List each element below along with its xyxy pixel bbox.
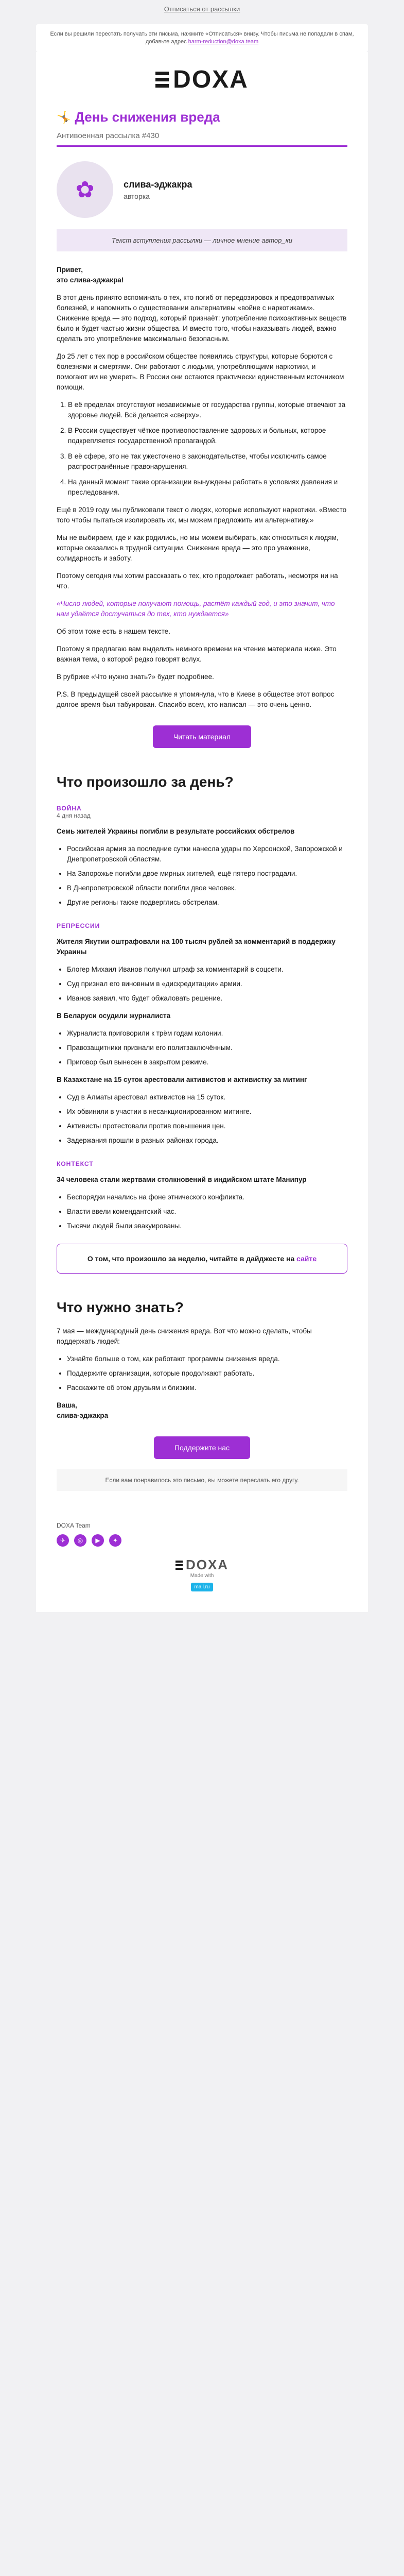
war-list <box>57 844 347 908</box>
intro-paragraph: В этот день принято вспоминать о тех, кто погиб от передозировок и предотвратимых болезней, и напомнить о существовании альтернативы «войне с наркотиками». Снижение вреда — это подход, который признаёт: употребление психоактивных веществ было и будет частью жизни общества. И вместо того, чтобы наказывать людей, важно сделать это употребление максимально безопасным. <box>57 294 347 343</box>
author-block <box>57 161 347 218</box>
footer <box>36 1512 368 1612</box>
forward-note: Если вам понравилось это письмо, вы можете переслать его другу. <box>57 1469 347 1491</box>
made-with-label: Made with <box>190 1573 214 1579</box>
list-item: • Власти ввели комендантский час. <box>67 1207 347 1217</box>
logo-bars-icon <box>155 72 169 88</box>
twitter-icon[interactable]: ✦ <box>109 1534 121 1547</box>
kz-headline: В Казахстане на 15 суток арестовали активистов и активистку за митинг <box>57 1076 307 1083</box>
instagram-icon[interactable]: ◎ <box>74 1534 86 1547</box>
greeting: Привет, это слива-эджакра! <box>57 266 124 284</box>
reasons-list <box>57 400 347 498</box>
footer-team: DOXA Team <box>57 1522 91 1529</box>
list-item: 2. В России существует чёткое противопоставление здоровых и больных, которое подкрепляется государственной пропагандой. <box>68 426 347 446</box>
page-title: День снижения вреда <box>75 109 220 125</box>
list-item: • В Днепропетровской области погибли двое человек. <box>67 883 347 893</box>
top-note <box>36 24 368 52</box>
list-item: • Суд признал его виновным в «дискредитации» армии. <box>67 979 347 989</box>
context-headline: 34 человека стали жертвами столкновений в индийском штате Манипур <box>57 1176 307 1183</box>
list-item: • Активисты протестовали против повышения цен. <box>67 1121 347 1131</box>
section-what-happened: Что произошло за день? <box>57 774 234 790</box>
unsubscribe-link[interactable]: Отписаться от рассылки <box>164 5 240 13</box>
digest-box: О том, что произошло за неделю, читайте в дайджесте на сайте <box>57 1244 347 1274</box>
top-email-link[interactable]: harm-reduction@doxa.team <box>188 39 259 45</box>
mid-paragraph: Мы не выбираем, где и как родились, но мы можем выбирать, как относиться к людям, которые оказались в трудной ситуации. Снижение вреда — это про уважение, солидарность и заботу. <box>57 534 339 562</box>
author-avatar: ✿ <box>57 161 113 218</box>
section-need-to-know: Что нужно знать? <box>57 1299 184 1315</box>
need-paragraph: 7 мая — международный день снижения вреда. Вот что можно сделать, чтобы поддержать людей: <box>57 1327 312 1345</box>
repression-list-2 <box>57 1028 347 1067</box>
top-note-text: Если вы решили перестать получать эти письма, нажмите «Отписаться» внизу. Чтобы письма не попадали в спам, добавьте адрес <box>50 31 354 45</box>
list-item: • Их обвинили в участии в несанкционированном митинге. <box>67 1107 347 1117</box>
list-item: • Тысячи людей были эвакуированы. <box>67 1221 347 1231</box>
main-card <box>36 52 368 1512</box>
list-item: 4. На данный момент такие организации вынуждены работать в условиях давления и преследования. <box>68 477 347 498</box>
list-item: • Блогер Михаил Иванов получил штраф за комментарий в соцсети. <box>67 964 347 975</box>
list-item: • Другие регионы также подверглись обстрелам. <box>67 897 347 908</box>
list-item: • Узнайте больше о том, как работают программы снижения вреда. <box>67 1354 347 1364</box>
ps-paragraph: P.S. В предыдущей своей рассылке я упомянула, что в Киеве в обществе этот вопрос долгое время был табуирован. Спасибо всем, кто написал — это очень ценно. <box>57 690 335 708</box>
list-item: • Задержания прошли в разных районах города. <box>67 1136 347 1146</box>
list-item: • Правозащитники признали его политзаключённым. <box>67 1043 347 1053</box>
repression-headline-2: В Беларуси осудили журналиста <box>57 1012 171 1020</box>
war-headline: Семь жителей Украины погибли в результате российских обстрелов <box>57 827 295 835</box>
list-item: • Расскажите об этом друзьям и близким. <box>67 1383 347 1393</box>
repression-label: РЕПРЕССИИ <box>57 922 100 929</box>
repression-headline: Жителя Якутии оштрафовали на 100 тысяч рублей за комментарий в поддержку Украины <box>57 938 336 956</box>
digest-site-link[interactable]: сайте <box>296 1255 317 1263</box>
war-label: ВОЙНА <box>57 805 82 812</box>
doxa-logo: DOXA <box>155 65 249 94</box>
list-item: • Поддержите организации, которые продолжают работать. <box>67 1368 347 1379</box>
repression-list <box>57 964 347 1004</box>
kz-list <box>57 1092 347 1146</box>
list-item: • Суд в Алматы арестовал активистов на 15 суток. <box>67 1092 347 1103</box>
list-item: • Иванов заявил, что будет обжаловать решение. <box>67 993 347 1004</box>
support-button[interactable]: Поддержите нас <box>154 1436 250 1459</box>
footer-logo: DOXA <box>57 1557 347 1573</box>
social-links <box>57 1534 347 1547</box>
list-item: 3. В её сфере, это не так ужесточено в законодательстве, чтобы исключить самое распространённые правонарушения. <box>68 451 347 472</box>
list-item: • Журналиста приговорили к трём годам колонии. <box>67 1028 347 1039</box>
war-date: 4 дня назад <box>57 812 91 819</box>
author-name: слива-эджакра <box>124 179 192 190</box>
mailru-badge[interactable]: mail.ru <box>191 1583 213 1591</box>
logo-bars-icon <box>175 1561 183 1570</box>
signoff: Ваша, слива-эджакра <box>57 1401 109 1419</box>
list-item: • Приговор был вынесен в закрытом режиме. <box>67 1057 347 1067</box>
mid-paragraph: Поэтому сегодня мы хотим рассказать о тех, кто продолжает работать, несмотря ни на что. <box>57 572 338 590</box>
youtube-icon[interactable]: ▶ <box>92 1534 104 1547</box>
closing-paragraph: Поэтому я предлагаю вам выделить немного времени на чтение материала ниже. Это важная тема, о которой редко говорят вслух. <box>57 645 337 663</box>
mid-paragraph: Ещё в 2019 году мы публиковали текст о людях, которые используют наркотики. «Вместо того чтобы пытаться изолировать их, мы можем предложить им альтернативу.» <box>57 506 347 524</box>
telegram-icon[interactable]: ✈ <box>57 1534 69 1547</box>
need-list <box>57 1354 347 1393</box>
quote-line: «Число людей, которые получают помощь, растёт каждый год, и это значит, что нам удаётся достучаться до тех, кто нуждается» <box>57 600 335 618</box>
author-role: авторка <box>124 192 150 200</box>
list-item: • Российская армия за последние сутки нанесла удары по Херсонской, Запорожской и Днепропетровской областям. <box>67 844 347 865</box>
intro-paragraph: До 25 лет с тех пор в российском обществе появились структуры, которые борются с болезнями и смертями. Они работают с людьми, употребляющими наркотики, и помогают им не умереть. В России они остаются практически единственным источником помощи. <box>57 352 344 391</box>
issue-number: Антивоенная рассылка #430 <box>57 131 347 147</box>
context-list <box>57 1192 347 1231</box>
read-material-button[interactable]: Читать материал <box>153 725 251 748</box>
closing-paragraph: Об этом тоже есть в нашем тексте. <box>57 628 170 635</box>
list-item: 1. В её пределах отсутствуют независимые от государства группы, которые отвечают за здоровье людей. Всё делается «сверху». <box>68 400 347 420</box>
list-item: • Беспорядки начались на фоне этнического конфликта. <box>67 1192 347 1202</box>
list-item: • На Запорожье погибли двое мирных жителей, ещё пятеро пострадали. <box>67 869 347 879</box>
closing-paragraph: В рубрике «Что нужно знать?» будет подробнее. <box>57 673 214 681</box>
gymnast-icon: 🤸 <box>57 110 71 124</box>
opinion-note: Текст вступления рассылки — личное мнение автор_ки <box>57 229 347 251</box>
context-label: КОНТЕКСТ <box>57 1160 94 1167</box>
